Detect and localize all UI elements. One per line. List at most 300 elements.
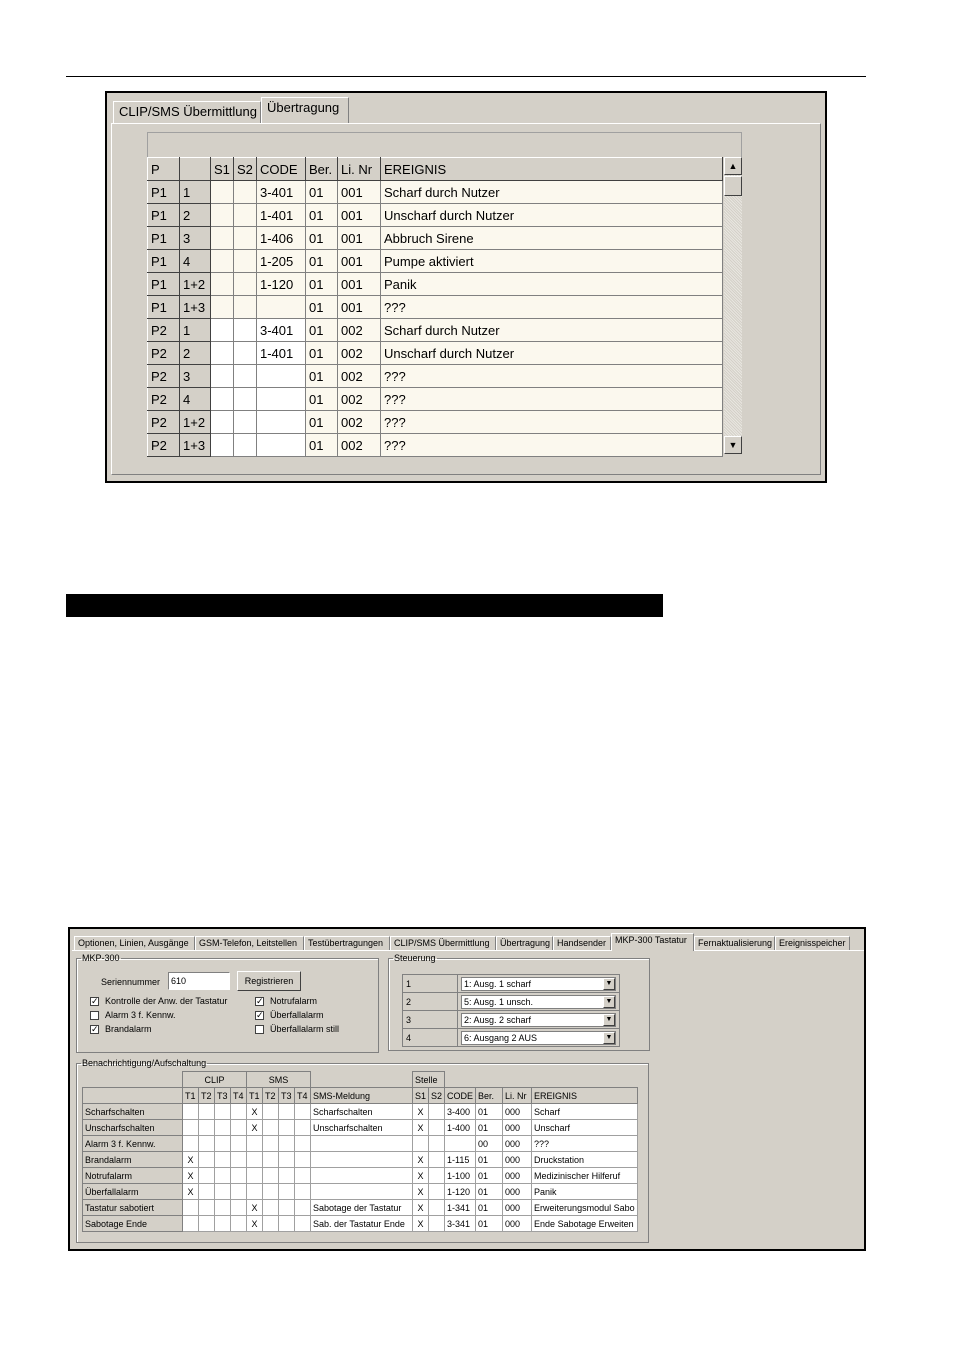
- column-header-2[interactable]: T2: [199, 1088, 215, 1104]
- grid-cell[interactable]: [234, 388, 257, 411]
- grid-cell[interactable]: [234, 434, 257, 457]
- grid-cell[interactable]: [311, 1184, 413, 1200]
- steuerung-select[interactable]: [461, 977, 616, 991]
- grid-cell[interactable]: X: [413, 1168, 429, 1184]
- grid-cell[interactable]: [257, 411, 306, 434]
- grid-cell[interactable]: 01: [306, 388, 338, 411]
- grid-cell[interactable]: [211, 365, 234, 388]
- select-value: 6: Ausgang 2 AUS: [464, 1032, 538, 1043]
- grid-cell[interactable]: 002: [338, 342, 381, 365]
- tab-clip-sms[interactable]: CLIP/SMS Übermittlung: [113, 101, 261, 123]
- scroll-up-arrow-icon[interactable]: ▲: [724, 157, 742, 175]
- grid-cell[interactable]: [279, 1152, 295, 1168]
- grid-cell[interactable]: [211, 411, 234, 434]
- grid-cell[interactable]: 002: [338, 319, 381, 342]
- notification-row[interactable]: [83, 1136, 638, 1152]
- column-header-8[interactable]: T4: [295, 1088, 311, 1104]
- grid-cell[interactable]: [295, 1200, 311, 1216]
- steuerung-cell: [458, 993, 620, 1011]
- grid-cell[interactable]: [257, 388, 306, 411]
- grid-cell[interactable]: [263, 1120, 279, 1136]
- grid-cell[interactable]: [234, 365, 257, 388]
- sms-group-header: SMS: [247, 1072, 311, 1088]
- grid-cell[interactable]: 002: [338, 388, 381, 411]
- row-label: Tastatur sabotiert: [83, 1200, 183, 1216]
- select-value: 1: Ausg. 1 scharf: [464, 978, 532, 989]
- grid-row[interactable]: [148, 204, 723, 227]
- grid-row[interactable]: [148, 250, 723, 273]
- grid-cell[interactable]: Druckstation: [532, 1152, 638, 1168]
- grid-cell[interactable]: Sabotage der Tastatur: [311, 1200, 413, 1216]
- tab-handsender[interactable]: Handsender: [553, 936, 611, 951]
- grid-cell[interactable]: [215, 1216, 231, 1232]
- grid-cell[interactable]: 000: [503, 1120, 532, 1136]
- grid-cell[interactable]: 1-120: [257, 273, 306, 296]
- grid-cell[interactable]: [211, 181, 234, 204]
- tab-uebertragung[interactable]: Übertragung: [261, 97, 349, 123]
- checkbox-label: Überfallalarm: [270, 1010, 324, 1020]
- grid-cell[interactable]: 3-401: [257, 319, 306, 342]
- grid-cell[interactable]: [247, 1184, 263, 1200]
- grid-cell[interactable]: ???: [381, 411, 723, 434]
- grid-cell[interactable]: [445, 1136, 476, 1152]
- grid-cell[interactable]: Scharf durch Nutzer: [381, 181, 723, 204]
- grid-cell[interactable]: [183, 1200, 199, 1216]
- steuerung-number: 2: [403, 993, 458, 1011]
- grid-cell[interactable]: 000: [503, 1168, 532, 1184]
- tab-optionen-linien-ausgänge[interactable]: Optionen, Linien, Ausgänge: [74, 936, 195, 951]
- grid-cell: 3: [180, 227, 211, 250]
- grid-cell[interactable]: [231, 1120, 247, 1136]
- column-header-9[interactable]: SMS-Meldung: [311, 1088, 413, 1104]
- grid-cell[interactable]: X: [413, 1120, 429, 1136]
- grid-cell[interactable]: [199, 1200, 215, 1216]
- grid-cell[interactable]: [279, 1200, 295, 1216]
- grid-cell[interactable]: X: [183, 1184, 199, 1200]
- grid-cell[interactable]: 001: [338, 227, 381, 250]
- column-header-5[interactable]: CODE: [257, 158, 306, 181]
- column-header-13[interactable]: Ber.: [476, 1088, 503, 1104]
- grid-cell[interactable]: 01: [476, 1120, 503, 1136]
- grid-cell[interactable]: [183, 1136, 199, 1152]
- grid-cell[interactable]: [263, 1184, 279, 1200]
- grid-cell[interactable]: [231, 1104, 247, 1120]
- grid-cell: P1: [148, 204, 180, 227]
- grid-cell[interactable]: [215, 1104, 231, 1120]
- grid-cell[interactable]: 01: [306, 434, 338, 457]
- grid-cell[interactable]: [295, 1136, 311, 1152]
- grid-cell[interactable]: [279, 1184, 295, 1200]
- grid-cell[interactable]: 002: [338, 365, 381, 388]
- mkp300-legend: MKP-300: [82, 953, 120, 963]
- grid-cell[interactable]: [199, 1184, 215, 1200]
- grid-cell[interactable]: [257, 365, 306, 388]
- grid-cell[interactable]: [279, 1216, 295, 1232]
- grid-cell: P1: [148, 227, 180, 250]
- grid-cell[interactable]: [211, 319, 234, 342]
- steuerung-row: [403, 993, 620, 1011]
- grid-cell[interactable]: [295, 1152, 311, 1168]
- grid-cell[interactable]: 01: [476, 1168, 503, 1184]
- grid-cell[interactable]: [263, 1200, 279, 1216]
- grid-cell[interactable]: [247, 1168, 263, 1184]
- grid-cell[interactable]: 001: [338, 204, 381, 227]
- grid-cell[interactable]: [295, 1168, 311, 1184]
- grid-cell[interactable]: X: [247, 1104, 263, 1120]
- grid-cell[interactable]: [199, 1216, 215, 1232]
- grid-cell[interactable]: [279, 1120, 295, 1136]
- grid-cell[interactable]: [231, 1152, 247, 1168]
- tab-fernaktualisierung[interactable]: Fernaktualisierung: [694, 936, 775, 951]
- grid-cell[interactable]: [311, 1168, 413, 1184]
- grid-cell[interactable]: 1-400: [445, 1120, 476, 1136]
- grid-cell[interactable]: [311, 1152, 413, 1168]
- grid-cell[interactable]: X: [413, 1104, 429, 1120]
- grid-row[interactable]: [148, 365, 723, 388]
- grid-cell[interactable]: [429, 1168, 445, 1184]
- stelle-group-header: Stelle: [413, 1072, 445, 1088]
- grid-row[interactable]: [148, 296, 723, 319]
- column-header-3[interactable]: T3: [215, 1088, 231, 1104]
- grid-cell[interactable]: X: [413, 1152, 429, 1168]
- grid-cell[interactable]: 001: [338, 181, 381, 204]
- grid-cell[interactable]: 01: [306, 204, 338, 227]
- grid-cell[interactable]: 1-341: [445, 1200, 476, 1216]
- grid-cell[interactable]: [211, 227, 234, 250]
- grid-cell[interactable]: Unscharfschalten: [311, 1120, 413, 1136]
- grid-cell[interactable]: 01: [306, 273, 338, 296]
- grid-cell[interactable]: [429, 1120, 445, 1136]
- grid-cell[interactable]: [429, 1136, 445, 1152]
- steuerung-number: 3: [403, 1011, 458, 1029]
- register-button[interactable]: Registrieren: [237, 971, 301, 991]
- grid-cell[interactable]: [211, 204, 234, 227]
- grid-cell[interactable]: [199, 1168, 215, 1184]
- grid-cell[interactable]: ???: [381, 388, 723, 411]
- grid-cell[interactable]: 01: [306, 365, 338, 388]
- grid-cell[interactable]: [429, 1152, 445, 1168]
- grid-cell[interactable]: [211, 342, 234, 365]
- grid-cell[interactable]: 1-120: [445, 1184, 476, 1200]
- steuerung-select[interactable]: [461, 1031, 616, 1045]
- grid-cell[interactable]: [295, 1104, 311, 1120]
- grid-cell[interactable]: X: [247, 1200, 263, 1216]
- grid-cell[interactable]: [279, 1168, 295, 1184]
- vertical-scrollbar[interactable]: [724, 157, 742, 454]
- grid-cell[interactable]: 1-401: [257, 342, 306, 365]
- column-header-6[interactable]: T2: [263, 1088, 279, 1104]
- grid-cell[interactable]: Abbruch Sirene: [381, 227, 723, 250]
- steuerung-cell: [458, 1011, 620, 1029]
- grid-cell[interactable]: 01: [306, 319, 338, 342]
- grid-cell: 4: [180, 250, 211, 273]
- column-header-1[interactable]: T1: [183, 1088, 199, 1104]
- notification-row[interactable]: [83, 1104, 638, 1120]
- grid-cell[interactable]: 01: [476, 1216, 503, 1232]
- grid-cell[interactable]: [263, 1152, 279, 1168]
- grid-cell[interactable]: Ende Sabotage Erweiten: [532, 1216, 638, 1232]
- grid-cell[interactable]: [295, 1216, 311, 1232]
- column-header-6[interactable]: Ber.: [306, 158, 338, 181]
- notification-row[interactable]: [83, 1120, 638, 1136]
- grid-row[interactable]: [148, 227, 723, 250]
- notification-row[interactable]: [83, 1152, 638, 1168]
- grid-cell[interactable]: [199, 1152, 215, 1168]
- grid-cell[interactable]: ???: [381, 434, 723, 457]
- select-value: 5: Ausg. 1 unsch.: [464, 996, 534, 1007]
- grid-cell[interactable]: [183, 1104, 199, 1120]
- column-header-4[interactable]: T4: [231, 1088, 247, 1104]
- column-header-15[interactable]: EREIGNIS: [532, 1088, 638, 1104]
- grid-row[interactable]: [148, 181, 723, 204]
- grid-cell[interactable]: [199, 1104, 215, 1120]
- grid-cell[interactable]: [311, 1136, 413, 1152]
- grid-cell[interactable]: 001: [338, 296, 381, 319]
- grid-cell[interactable]: 01: [306, 181, 338, 204]
- chevron-down-icon[interactable]: ▼: [603, 1014, 615, 1026]
- spacer-cell: [445, 1072, 638, 1088]
- column-header-5[interactable]: T1: [247, 1088, 263, 1104]
- column-header-1[interactable]: P: [148, 158, 180, 181]
- grid-row[interactable]: [148, 342, 723, 365]
- grid-cell[interactable]: [247, 1136, 263, 1152]
- grid-cell[interactable]: [279, 1136, 295, 1152]
- transmission-dialog: [105, 91, 827, 483]
- steuerung-table: [402, 974, 620, 1047]
- steuerung-select[interactable]: [461, 1013, 616, 1027]
- grid-cell[interactable]: [234, 227, 257, 250]
- grid-cell[interactable]: 000: [503, 1216, 532, 1232]
- grid-cell: P1: [148, 273, 180, 296]
- grid-cell[interactable]: X: [183, 1152, 199, 1168]
- grid-cell[interactable]: [211, 296, 234, 319]
- grid-cell[interactable]: 1-205: [257, 250, 306, 273]
- steuerung-select[interactable]: [461, 995, 616, 1009]
- grid-cell[interactable]: [263, 1216, 279, 1232]
- grid-cell[interactable]: 001: [338, 250, 381, 273]
- grid-cell[interactable]: X: [183, 1168, 199, 1184]
- grid-cell[interactable]: 1-401: [257, 204, 306, 227]
- grid-cell[interactable]: [231, 1168, 247, 1184]
- grid-cell[interactable]: [215, 1184, 231, 1200]
- tab-mkp-300-tastatur[interactable]: MKP-300 Tastatur: [611, 933, 694, 951]
- checkbox[interactable]: ✓: [91, 996, 99, 1006]
- column-header-12[interactable]: CODE: [445, 1088, 476, 1104]
- grid-cell[interactable]: ???: [381, 296, 723, 319]
- grid-cell[interactable]: 01: [306, 227, 338, 250]
- grid-cell[interactable]: [215, 1136, 231, 1152]
- steuerung-number: 4: [403, 1029, 458, 1047]
- steuerung-row: [403, 1029, 620, 1047]
- grid-cell[interactable]: 01: [306, 342, 338, 365]
- grid-cell[interactable]: X: [247, 1120, 263, 1136]
- grid-cell[interactable]: [211, 434, 234, 457]
- grid-cell[interactable]: Panik: [381, 273, 723, 296]
- grid-cell[interactable]: Unscharf durch Nutzer: [381, 342, 723, 365]
- tab-clip-sms-übermittlung[interactable]: CLIP/SMS Übermittlung: [390, 936, 496, 951]
- grid-cell[interactable]: Unscharf: [532, 1120, 638, 1136]
- grid-cell[interactable]: 3-401: [257, 181, 306, 204]
- checkbox[interactable]: ✓: [256, 996, 264, 1006]
- grid-row[interactable]: [148, 411, 723, 434]
- grid-cell[interactable]: [231, 1184, 247, 1200]
- column-header-2[interactable]: [180, 158, 211, 181]
- grid-caption-bar: [147, 132, 742, 157]
- grid-cell[interactable]: Scharf: [532, 1104, 638, 1120]
- notification-row[interactable]: [83, 1184, 638, 1200]
- grid-cell[interactable]: 01: [476, 1104, 503, 1120]
- grid-cell[interactable]: [234, 250, 257, 273]
- notification-row[interactable]: [83, 1216, 638, 1232]
- grid-row[interactable]: [148, 273, 723, 296]
- grid-cell[interactable]: [234, 181, 257, 204]
- grid-cell[interactable]: [295, 1120, 311, 1136]
- grid-cell[interactable]: 000: [503, 1104, 532, 1120]
- checkbox[interactable]: ✓: [91, 1024, 99, 1034]
- grid-cell[interactable]: [234, 296, 257, 319]
- grid-cell[interactable]: 3-400: [445, 1104, 476, 1120]
- grid-cell[interactable]: Unscharf durch Nutzer: [381, 204, 723, 227]
- grid-cell[interactable]: [199, 1120, 215, 1136]
- grid-cell[interactable]: [234, 319, 257, 342]
- tab-übertragung[interactable]: Übertragung: [496, 936, 553, 951]
- grid-cell[interactable]: 002: [338, 434, 381, 457]
- grid-cell[interactable]: Medizinischer Hilferuf: [532, 1168, 638, 1184]
- grid-cell[interactable]: Scharf durch Nutzer: [381, 319, 723, 342]
- grid-cell[interactable]: 1-406: [257, 227, 306, 250]
- corner-cell: [83, 1072, 183, 1088]
- grid-cell[interactable]: X: [247, 1216, 263, 1232]
- grid-cell[interactable]: [183, 1120, 199, 1136]
- grid-cell[interactable]: [263, 1136, 279, 1152]
- grid-cell[interactable]: 01: [476, 1152, 503, 1168]
- grid-cell[interactable]: [231, 1136, 247, 1152]
- grid-cell[interactable]: [215, 1120, 231, 1136]
- grid-cell[interactable]: [234, 342, 257, 365]
- grid-cell: P2: [148, 365, 180, 388]
- notification-grid: [82, 1071, 638, 1232]
- grid-cell[interactable]: 000: [503, 1200, 532, 1216]
- grid-cell[interactable]: [215, 1168, 231, 1184]
- tab-gsm-telefon-leitstellen[interactable]: GSM-Telefon, Leitstellen: [195, 936, 304, 951]
- grid-cell: 4: [180, 388, 211, 411]
- grid-row[interactable]: [148, 319, 723, 342]
- grid-cell[interactable]: 01: [476, 1184, 503, 1200]
- grid-cell[interactable]: Pumpe aktiviert: [381, 250, 723, 273]
- checkbox[interactable]: ✓: [256, 1010, 264, 1020]
- grid-cell[interactable]: [234, 204, 257, 227]
- column-header-8[interactable]: EREIGNIS: [381, 158, 723, 181]
- grid-cell[interactable]: 00: [476, 1136, 503, 1152]
- grid-cell[interactable]: [215, 1200, 231, 1216]
- grid-cell[interactable]: 1-100: [445, 1168, 476, 1184]
- grid-cell[interactable]: X: [413, 1184, 429, 1200]
- row-label: Scharfschalten: [83, 1104, 183, 1120]
- grid-cell[interactable]: 000: [503, 1152, 532, 1168]
- grid-cell[interactable]: 002: [338, 411, 381, 434]
- grid-cell[interactable]: X: [413, 1200, 429, 1216]
- grid-cell[interactable]: [429, 1184, 445, 1200]
- chevron-down-icon[interactable]: ▼: [603, 978, 615, 990]
- scroll-down-arrow-icon[interactable]: ▼: [724, 436, 742, 454]
- grid-cell[interactable]: Erweiterungsmodul Sabo: [532, 1200, 638, 1216]
- grid-cell[interactable]: [263, 1168, 279, 1184]
- grid-cell[interactable]: [429, 1104, 445, 1120]
- checkbox-label: Notrufalarm: [270, 996, 318, 1006]
- notification-row[interactable]: [83, 1200, 638, 1216]
- grid-cell[interactable]: 000: [503, 1136, 532, 1152]
- grid-cell[interactable]: [215, 1152, 231, 1168]
- checkbox[interactable]: [255, 1025, 264, 1034]
- grid-cell[interactable]: [429, 1216, 445, 1232]
- grid-cell[interactable]: [211, 388, 234, 411]
- column-header-14[interactable]: Li. Nr: [503, 1088, 532, 1104]
- grid-cell[interactable]: [234, 273, 257, 296]
- grid-cell[interactable]: 01: [306, 250, 338, 273]
- chevron-down-icon[interactable]: ▼: [603, 996, 615, 1008]
- row-label: Sabotage Ende: [83, 1216, 183, 1232]
- grid-cell[interactable]: [247, 1152, 263, 1168]
- grid-cell[interactable]: 000: [503, 1184, 532, 1200]
- serial-label: Seriennummer: [101, 977, 161, 987]
- column-header-7[interactable]: T3: [279, 1088, 295, 1104]
- checkbox[interactable]: [90, 1011, 99, 1020]
- column-header-4[interactable]: S2: [234, 158, 257, 181]
- grid-cell[interactable]: [413, 1136, 429, 1152]
- grid-cell[interactable]: [211, 273, 234, 296]
- grid-cell[interactable]: [429, 1200, 445, 1216]
- grid-cell[interactable]: 01: [306, 411, 338, 434]
- grid-cell[interactable]: 01: [476, 1200, 503, 1216]
- grid-cell[interactable]: Panik: [532, 1184, 638, 1200]
- grid-cell[interactable]: [199, 1136, 215, 1152]
- column-header-7[interactable]: Li. Nr: [338, 158, 381, 181]
- grid-cell[interactable]: Sab. der Tastatur Ende: [311, 1216, 413, 1232]
- grid-cell[interactable]: [183, 1216, 199, 1232]
- column-header-10[interactable]: S1: [413, 1088, 429, 1104]
- column-header-11[interactable]: S2: [429, 1088, 445, 1104]
- grid-row[interactable]: [148, 388, 723, 411]
- notification-row[interactable]: [83, 1168, 638, 1184]
- tab-ereignisspeicher[interactable]: Ereignisspeicher: [775, 936, 850, 951]
- grid-cell[interactable]: Scharfschalten: [311, 1104, 413, 1120]
- grid-cell[interactable]: 01: [306, 296, 338, 319]
- grid-cell[interactable]: [231, 1200, 247, 1216]
- serial-input[interactable]: [168, 972, 230, 990]
- grid-cell[interactable]: 3-341: [445, 1216, 476, 1232]
- chevron-down-icon[interactable]: ▼: [603, 1032, 615, 1044]
- grid-cell[interactable]: [279, 1104, 295, 1120]
- tab-testübertragungen[interactable]: Testübertragungen: [304, 936, 390, 951]
- grid-cell[interactable]: [211, 250, 234, 273]
- column-header-3[interactable]: S1: [211, 158, 234, 181]
- grid-cell[interactable]: [257, 434, 306, 457]
- grid-cell[interactable]: [257, 296, 306, 319]
- grid-cell[interactable]: X: [413, 1216, 429, 1232]
- grid-cell[interactable]: [295, 1184, 311, 1200]
- keypad-settings-dialog: [68, 927, 866, 1251]
- grid-cell[interactable]: [234, 411, 257, 434]
- grid-cell[interactable]: 1-115: [445, 1152, 476, 1168]
- grid-cell[interactable]: 001: [338, 273, 381, 296]
- grid-cell: 1+3: [180, 434, 211, 457]
- grid-cell[interactable]: ???: [532, 1136, 638, 1152]
- grid-cell[interactable]: [231, 1216, 247, 1232]
- grid-cell[interactable]: ???: [381, 365, 723, 388]
- grid-row[interactable]: [148, 434, 723, 457]
- grid-cell[interactable]: [263, 1104, 279, 1120]
- scroll-thumb[interactable]: [724, 176, 742, 196]
